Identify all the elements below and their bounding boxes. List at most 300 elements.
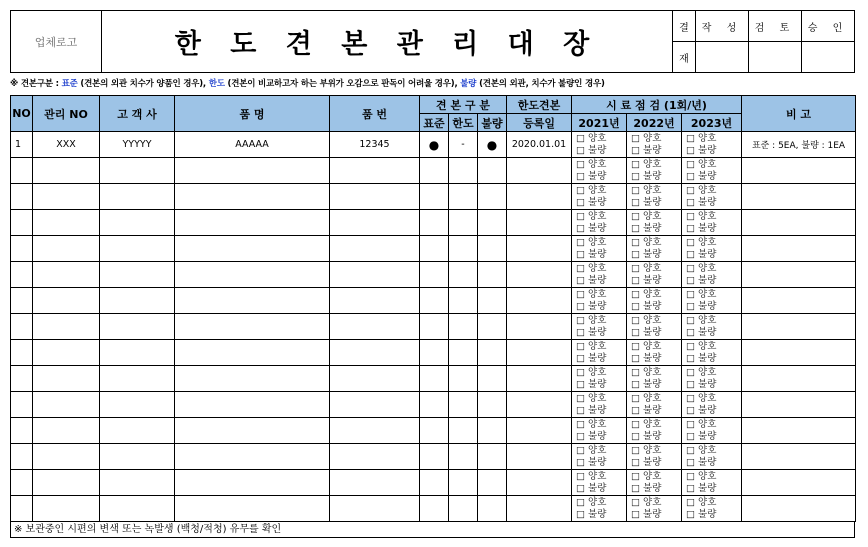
inspection-check-2023[interactable] — [682, 210, 742, 236]
cell-part-no[interactable] — [330, 210, 420, 236]
table-row — [11, 184, 856, 210]
cell-no[interactable] — [11, 314, 33, 340]
checkbox-good[interactable]: □ 양호 — [686, 444, 717, 456]
cell-limit[interactable] — [449, 496, 478, 522]
cell-product[interactable] — [175, 158, 330, 184]
cell-reg-date[interactable] — [507, 418, 572, 444]
checkbox-bad[interactable]: □ 불량 — [631, 482, 662, 494]
checkbox-bad[interactable]: □ 불량 — [576, 144, 607, 156]
checkbox-good[interactable]: □ 양호 — [686, 314, 717, 326]
cell-part-no[interactable]: 12345 — [330, 132, 420, 158]
cell-mgmt-no[interactable] — [33, 158, 100, 184]
cell-product[interactable] — [175, 262, 330, 288]
inspection-check-2023[interactable] — [682, 132, 742, 158]
cell-std[interactable] — [420, 184, 449, 210]
ledger-rows — [11, 132, 856, 522]
cell-std[interactable] — [420, 366, 449, 392]
cell-remark[interactable] — [742, 392, 856, 418]
cell-customer[interactable] — [100, 470, 175, 496]
cell-mgmt-no[interactable] — [33, 340, 100, 366]
cell-reg-date[interactable] — [507, 496, 572, 522]
checkbox-bad[interactable]: □ 불량 — [686, 508, 717, 520]
inspection-check-2021[interactable] — [572, 210, 627, 236]
cell-remark[interactable] — [742, 288, 856, 314]
cell-mgmt-no[interactable] — [33, 366, 100, 392]
inspection-check-2021[interactable] — [572, 444, 627, 470]
cell-reg-date[interactable] — [507, 444, 572, 470]
cell-customer[interactable] — [100, 314, 175, 340]
inspection-check-2021[interactable] — [572, 314, 627, 340]
cell-limit[interactable] — [449, 262, 478, 288]
cell-mgmt-no[interactable] — [33, 444, 100, 470]
inspection-check-2023[interactable] — [682, 314, 742, 340]
cell-product[interactable] — [175, 340, 330, 366]
cell-reg-date[interactable] — [507, 262, 572, 288]
cell-mgmt-no[interactable] — [33, 470, 100, 496]
checkbox-good[interactable]: □ 양호 — [686, 184, 717, 196]
checkbox-bad[interactable]: □ 불량 — [576, 378, 607, 390]
cell-remark[interactable] — [742, 366, 856, 392]
cell-bad[interactable] — [478, 262, 507, 288]
cell-bad[interactable] — [478, 444, 507, 470]
cell-limit[interactable] — [449, 184, 478, 210]
cell-std[interactable] — [420, 444, 449, 470]
col-header-no: NO — [11, 96, 33, 132]
checkbox-bad[interactable]: □ 불량 — [686, 170, 717, 182]
table-row — [11, 236, 856, 262]
cell-part-no[interactable] — [330, 158, 420, 184]
inspection-check-2023[interactable] — [682, 340, 742, 366]
checkbox-good[interactable]: □ 양호 — [631, 340, 662, 352]
cell-no[interactable] — [11, 236, 33, 262]
cell-mgmt-no[interactable] — [33, 314, 100, 340]
checkbox-good[interactable]: □ 양호 — [631, 470, 662, 482]
cell-no[interactable] — [11, 470, 33, 496]
inspection-check-2022[interactable] — [627, 496, 682, 522]
cell-bad[interactable] — [478, 392, 507, 418]
sign-box-review[interactable] — [749, 42, 802, 73]
cell-remark[interactable] — [742, 470, 856, 496]
cell-part-no[interactable] — [330, 340, 420, 366]
checkbox-bad[interactable]: □ 불량 — [631, 430, 662, 442]
cell-remark[interactable] — [742, 184, 856, 210]
cell-remark[interactable] — [742, 158, 856, 184]
checkbox-good[interactable]: □ 양호 — [686, 340, 717, 352]
cell-std[interactable] — [420, 392, 449, 418]
table-row — [11, 418, 856, 444]
cell-no[interactable] — [11, 366, 33, 392]
cell-bad[interactable] — [478, 366, 507, 392]
cell-bad[interactable] — [478, 340, 507, 366]
cell-std[interactable] — [420, 496, 449, 522]
checkbox-bad[interactable]: □ 불량 — [576, 508, 607, 520]
cell-remark[interactable] — [742, 418, 856, 444]
cell-std[interactable] — [420, 262, 449, 288]
cell-part-no[interactable] — [330, 366, 420, 392]
inspection-check-2023[interactable] — [682, 236, 742, 262]
cell-bad[interactable] — [478, 210, 507, 236]
cell-part-no[interactable] — [330, 418, 420, 444]
cell-reg-date[interactable] — [507, 392, 572, 418]
cell-mgmt-no[interactable] — [33, 236, 100, 262]
cell-product[interactable] — [175, 366, 330, 392]
checkbox-good[interactable]: □ 양호 — [631, 236, 662, 248]
cell-no[interactable] — [11, 340, 33, 366]
checkbox-good[interactable]: □ 양호 — [631, 418, 662, 430]
cell-bad[interactable] — [478, 158, 507, 184]
checkbox-bad[interactable]: □ 불량 — [576, 456, 607, 468]
checkbox-good[interactable]: □ 양호 — [686, 132, 717, 144]
inspection-check-2022[interactable] — [627, 158, 682, 184]
inspection-check-2021[interactable] — [572, 184, 627, 210]
cell-mgmt-no[interactable] — [33, 210, 100, 236]
inspection-check-2021[interactable] — [572, 288, 627, 314]
checkbox-good[interactable]: □ 양호 — [631, 314, 662, 326]
checkbox-bad[interactable]: □ 불량 — [576, 404, 607, 416]
cell-mgmt-no[interactable] — [33, 392, 100, 418]
checkbox-good[interactable]: □ 양호 — [686, 288, 717, 300]
inspection-check-2023[interactable] — [682, 470, 742, 496]
cell-mgmt-no[interactable] — [33, 288, 100, 314]
checkbox-good[interactable]: □ 양호 — [576, 262, 607, 274]
cell-std[interactable] — [420, 210, 449, 236]
checkbox-good[interactable]: □ 양호 — [576, 470, 607, 482]
cell-reg-date[interactable] — [507, 470, 572, 496]
checkbox-bad[interactable]: □ 불량 — [576, 430, 607, 442]
checkbox-good[interactable]: □ 양호 — [686, 496, 717, 508]
inspection-check-2023[interactable] — [682, 288, 742, 314]
cell-no[interactable] — [11, 158, 33, 184]
checkbox-good[interactable]: □ 양호 — [576, 366, 607, 378]
checkbox-good[interactable]: □ 양호 — [631, 288, 662, 300]
checkbox-good[interactable]: □ 양호 — [576, 444, 607, 456]
checkbox-bad[interactable]: □ 불량 — [686, 274, 717, 286]
checkbox-bad[interactable]: □ 불량 — [631, 404, 662, 416]
cell-reg-date[interactable] — [507, 210, 572, 236]
inspection-check-2023[interactable] — [682, 184, 742, 210]
cell-mgmt-no[interactable]: XXX — [33, 132, 100, 158]
cell-bad[interactable] — [478, 236, 507, 262]
cell-product[interactable] — [175, 392, 330, 418]
inspection-check-2022[interactable] — [627, 184, 682, 210]
checkbox-good[interactable]: □ 양호 — [576, 184, 607, 196]
cell-part-no[interactable] — [330, 184, 420, 210]
cell-limit[interactable] — [449, 470, 478, 496]
checkbox-good[interactable]: □ 양호 — [686, 158, 717, 170]
checkbox-bad[interactable]: □ 불량 — [686, 430, 717, 442]
checkbox-good[interactable]: □ 양호 — [576, 496, 607, 508]
checkbox-good[interactable]: □ 양호 — [576, 210, 607, 222]
checkbox-good[interactable]: □ 양호 — [631, 132, 662, 144]
cell-mgmt-no[interactable] — [33, 262, 100, 288]
cell-bad[interactable] — [478, 184, 507, 210]
cell-std[interactable] — [420, 418, 449, 444]
cell-reg-date[interactable] — [507, 314, 572, 340]
cell-limit[interactable] — [449, 236, 478, 262]
cell-limit[interactable] — [449, 210, 478, 236]
cell-remark[interactable] — [742, 314, 856, 340]
inspection-check-2023[interactable] — [682, 496, 742, 522]
cell-part-no[interactable] — [330, 236, 420, 262]
checkbox-good[interactable]: □ 양호 — [576, 236, 607, 248]
cell-remark[interactable] — [742, 262, 856, 288]
cell-product[interactable] — [175, 288, 330, 314]
checkbox-bad[interactable]: □ 불량 — [631, 196, 662, 208]
inspection-check-2021[interactable] — [572, 132, 627, 158]
checkbox-good[interactable]: □ 양호 — [686, 236, 717, 248]
checkbox-bad[interactable]: □ 불량 — [576, 170, 607, 182]
cell-limit[interactable] — [449, 288, 478, 314]
cell-std[interactable]: ● — [420, 132, 449, 158]
table-row — [11, 288, 856, 314]
checkbox-good[interactable]: □ 양호 — [631, 210, 662, 222]
cell-product[interactable] — [175, 184, 330, 210]
col-header-year-2022: 2022년 — [627, 114, 682, 132]
inspection-check-2023[interactable] — [682, 158, 742, 184]
cell-no[interactable] — [11, 288, 33, 314]
checkbox-bad[interactable]: □ 불량 — [576, 326, 607, 338]
cell-mgmt-no[interactable] — [33, 418, 100, 444]
cell-part-no[interactable] — [330, 496, 420, 522]
checkbox-bad[interactable]: □ 불량 — [631, 222, 662, 234]
cell-bad[interactable]: ● — [478, 132, 507, 158]
cell-no[interactable] — [11, 496, 33, 522]
inspection-check-2022[interactable] — [627, 288, 682, 314]
checkbox-good[interactable]: □ 양호 — [576, 418, 607, 430]
inspection-check-2023[interactable] — [682, 444, 742, 470]
inspection-check-2022[interactable] — [627, 236, 682, 262]
checkbox-good[interactable]: □ 양호 — [576, 288, 607, 300]
cell-remark[interactable] — [742, 236, 856, 262]
cell-reg-date[interactable] — [507, 366, 572, 392]
cell-limit[interactable] — [449, 314, 478, 340]
inspection-check-2022[interactable] — [627, 366, 682, 392]
checkbox-good[interactable]: □ 양호 — [686, 418, 717, 430]
col-header-part-no: 품 번 — [330, 96, 420, 132]
cell-customer[interactable]: YYYYY — [100, 132, 175, 158]
cell-product[interactable] — [175, 444, 330, 470]
checkbox-good[interactable]: □ 양호 — [686, 210, 717, 222]
cell-reg-date[interactable] — [507, 158, 572, 184]
inspection-check-2022[interactable] — [627, 340, 682, 366]
inspection-check-2023[interactable] — [682, 418, 742, 444]
checkbox-good[interactable]: □ 양호 — [576, 158, 607, 170]
cell-remark[interactable]: 표준 : 5EA, 불량 : 1EA — [742, 132, 856, 158]
checkbox-bad[interactable]: □ 불량 — [686, 456, 717, 468]
cell-product[interactable] — [175, 236, 330, 262]
inspection-check-2023[interactable] — [682, 366, 742, 392]
cell-std[interactable] — [420, 158, 449, 184]
sign-box-author[interactable] — [696, 42, 749, 73]
checkbox-good[interactable]: □ 양호 — [686, 392, 717, 404]
cell-part-no[interactable] — [330, 288, 420, 314]
cell-std[interactable] — [420, 236, 449, 262]
inspection-check-2021[interactable] — [572, 418, 627, 444]
cell-reg-date[interactable] — [507, 340, 572, 366]
checkbox-good[interactable]: □ 양호 — [576, 392, 607, 404]
checkbox-bad[interactable]: □ 불량 — [686, 144, 717, 156]
cell-remark[interactable] — [742, 496, 856, 522]
checkbox-bad[interactable]: □ 불량 — [631, 378, 662, 390]
cell-no[interactable] — [11, 262, 33, 288]
inspection-check-2023[interactable] — [682, 392, 742, 418]
cell-customer[interactable] — [100, 418, 175, 444]
inspection-check-2022[interactable] — [627, 418, 682, 444]
checkbox-good[interactable]: □ 양호 — [631, 158, 662, 170]
cell-no[interactable]: 1 — [11, 132, 33, 158]
checkbox-good[interactable]: □ 양호 — [631, 366, 662, 378]
table-row — [11, 340, 856, 366]
checkbox-good[interactable]: □ 양호 — [576, 340, 607, 352]
cell-std[interactable] — [420, 288, 449, 314]
checkbox-bad[interactable]: □ 불량 — [686, 482, 717, 494]
checkbox-bad[interactable]: □ 불량 — [576, 300, 607, 312]
checkbox-bad[interactable]: □ 불량 — [686, 378, 717, 390]
cell-limit[interactable] — [449, 392, 478, 418]
checkbox-bad[interactable]: □ 불량 — [686, 222, 717, 234]
cell-no[interactable] — [11, 418, 33, 444]
checkbox-bad[interactable]: □ 불량 — [631, 456, 662, 468]
cell-mgmt-no[interactable] — [33, 496, 100, 522]
cell-product[interactable] — [175, 418, 330, 444]
checkbox-bad[interactable]: □ 불량 — [631, 170, 662, 182]
cell-reg-date[interactable] — [507, 184, 572, 210]
checkbox-good[interactable]: □ 양호 — [686, 470, 717, 482]
inspection-check-2022[interactable] — [627, 132, 682, 158]
checkbox-bad[interactable]: □ 불량 — [631, 300, 662, 312]
inspection-check-2022[interactable] — [627, 314, 682, 340]
checkbox-bad[interactable]: □ 불량 — [576, 352, 607, 364]
inspection-check-2021[interactable] — [572, 470, 627, 496]
checkbox-good[interactable]: □ 양호 — [576, 132, 607, 144]
inspection-check-2021[interactable] — [572, 236, 627, 262]
cell-limit[interactable] — [449, 158, 478, 184]
sign-box-approve[interactable] — [802, 42, 855, 73]
checkbox-bad[interactable]: □ 불량 — [686, 300, 717, 312]
cell-customer[interactable] — [100, 392, 175, 418]
cell-customer[interactable] — [100, 496, 175, 522]
checkbox-bad[interactable]: □ 불량 — [631, 326, 662, 338]
inspection-check-2022[interactable] — [627, 470, 682, 496]
cell-customer[interactable] — [100, 288, 175, 314]
inspection-check-2021[interactable] — [572, 496, 627, 522]
cell-std[interactable] — [420, 470, 449, 496]
checkbox-good[interactable]: □ 양호 — [576, 314, 607, 326]
checkbox-bad[interactable]: □ 불량 — [686, 352, 717, 364]
inspection-check-2023[interactable] — [682, 262, 742, 288]
cell-product[interactable] — [175, 496, 330, 522]
cell-limit[interactable] — [449, 444, 478, 470]
inspection-check-2022[interactable] — [627, 392, 682, 418]
col-header-limit: 한도 — [449, 114, 478, 132]
checkbox-bad[interactable]: □ 불량 — [631, 508, 662, 520]
cell-limit[interactable]: - — [449, 132, 478, 158]
cell-customer[interactable] — [100, 340, 175, 366]
cell-customer[interactable] — [100, 158, 175, 184]
cell-no[interactable] — [11, 184, 33, 210]
checkbox-bad[interactable]: □ 불량 — [686, 326, 717, 338]
cell-customer[interactable] — [100, 444, 175, 470]
cell-limit[interactable] — [449, 366, 478, 392]
checkbox-good[interactable]: □ 양호 — [686, 262, 717, 274]
cell-product[interactable]: AAAAA — [175, 132, 330, 158]
cell-std[interactable] — [420, 340, 449, 366]
cell-bad[interactable] — [478, 418, 507, 444]
checkbox-good[interactable]: □ 양호 — [631, 392, 662, 404]
cell-part-no[interactable] — [330, 392, 420, 418]
checkbox-bad[interactable]: □ 불량 — [576, 274, 607, 286]
cell-customer[interactable] — [100, 210, 175, 236]
cell-customer[interactable] — [100, 262, 175, 288]
inspection-check-2021[interactable] — [572, 392, 627, 418]
checkbox-good[interactable]: □ 양호 — [631, 496, 662, 508]
cell-no[interactable] — [11, 210, 33, 236]
inspection-check-2021[interactable] — [572, 158, 627, 184]
inspection-check-2021[interactable] — [572, 366, 627, 392]
cell-reg-date[interactable] — [507, 288, 572, 314]
cell-part-no[interactable] — [330, 262, 420, 288]
checkbox-good[interactable]: □ 양호 — [631, 184, 662, 196]
cell-bad[interactable] — [478, 288, 507, 314]
cell-part-no[interactable] — [330, 470, 420, 496]
inspection-check-2022[interactable] — [627, 444, 682, 470]
checkbox-bad[interactable]: □ 불량 — [631, 274, 662, 286]
checkbox-bad[interactable]: □ 불량 — [686, 404, 717, 416]
checkbox-bad[interactable]: □ 불량 — [631, 352, 662, 364]
checkbox-good[interactable]: □ 양호 — [686, 366, 717, 378]
page-title: 한 도 견 본 관 리 대 장 — [102, 11, 673, 73]
inspection-check-2021[interactable] — [572, 262, 627, 288]
cell-limit[interactable] — [449, 340, 478, 366]
cell-product[interactable] — [175, 470, 330, 496]
cell-product[interactable] — [175, 314, 330, 340]
checkbox-bad[interactable]: □ 불량 — [576, 482, 607, 494]
cell-bad[interactable] — [478, 496, 507, 522]
checkbox-bad[interactable]: □ 불량 — [631, 144, 662, 156]
cell-part-no[interactable] — [330, 314, 420, 340]
cell-part-no[interactable] — [330, 444, 420, 470]
sign-header-author: 작 성 — [696, 11, 749, 42]
checkbox-good[interactable]: □ 양호 — [631, 444, 662, 456]
checkbox-bad[interactable]: □ 불량 — [686, 196, 717, 208]
cell-customer[interactable] — [100, 366, 175, 392]
inspection-check-2022[interactable] — [627, 262, 682, 288]
checkbox-good[interactable]: □ 양호 — [631, 262, 662, 274]
checkbox-bad[interactable]: □ 불량 — [576, 222, 607, 234]
inspection-check-2021[interactable] — [572, 340, 627, 366]
cell-bad[interactable] — [478, 470, 507, 496]
checkbox-bad[interactable]: □ 불량 — [576, 248, 607, 260]
cell-remark[interactable] — [742, 210, 856, 236]
checkbox-bad[interactable]: □ 불량 — [686, 248, 717, 260]
cell-no[interactable] — [11, 392, 33, 418]
checkbox-bad[interactable]: □ 불량 — [631, 248, 662, 260]
cell-customer[interactable] — [100, 184, 175, 210]
cell-reg-date[interactable] — [507, 236, 572, 262]
cell-no[interactable] — [11, 444, 33, 470]
cell-customer[interactable] — [100, 236, 175, 262]
checkbox-bad[interactable]: □ 불량 — [576, 196, 607, 208]
cell-mgmt-no[interactable] — [33, 184, 100, 210]
cell-reg-date[interactable]: 2020.01.01 — [507, 132, 572, 158]
cell-remark[interactable] — [742, 444, 856, 470]
cell-limit[interactable] — [449, 418, 478, 444]
cell-bad[interactable] — [478, 314, 507, 340]
cell-std[interactable] — [420, 314, 449, 340]
cell-remark[interactable] — [742, 340, 856, 366]
cell-product[interactable] — [175, 210, 330, 236]
inspection-check-2022[interactable] — [627, 210, 682, 236]
